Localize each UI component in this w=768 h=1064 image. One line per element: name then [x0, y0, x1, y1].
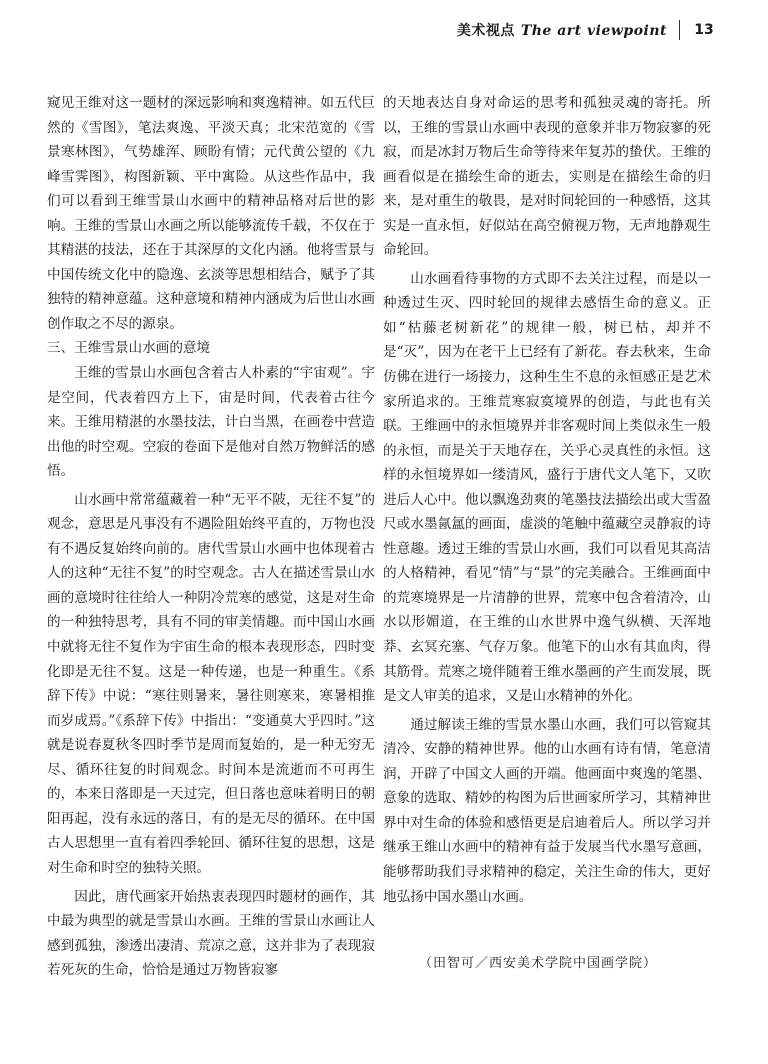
paragraph: 窥见王维对这一题材的深远影响和爽逸精神。如五代巨然的《雪图》，笔法爽逸、平淡天真；北宋范宽的《雪景寒林图》，气势雄浑、顾盼有情；元代黄公望的《九峰雪霁图》，构图新颖、平中寓险。从这些作品中，我们可以看到王维雪景山水画中的精神品格对后世的影响。王维的雪景山水画之所以能够流传千载，不仅在于其精湛的技法，还在于其深厚的文化内涵。他将雪景与中国传统文化中的隐逸、玄淡等思想相结合，赋予了其独特的精神意蕴。这种意境和精神内涵成为后世山水画创作取之不尽的源泉。 [47, 95, 375, 332]
header-section-cn: 美术视点 [456, 23, 515, 39]
left-column [47, 91, 375, 983]
author-credit: （田智可／西安美术学院中国画学院） [418, 956, 657, 971]
paragraph: 因此，唐代画家开始热衷表现四时题材的画作，其中最为典型的就是雪景山水画。王维的雪景山水画让人感到孤独，渗透出凄清、荒凉之意，这并非为了表现寂若死灰的生命，恰恰是通过万物皆寂寥 [47, 888, 375, 979]
right-column [383, 91, 711, 909]
paragraph: 的天地表达自身对命运的思考和孤独灵魂的寄托。所以，王维的雪景山水画中表现的意象并非万物寂寥的死寂，而是冰封万物后生命等待来年复苏的蛰伏。王维的画看似是在描绘生命的逝去，实则是在描绘生命的归来，是对重生的敬畏，是对时间轮回的一种感悟，这其实是一直永恒，好似站在高空俯视万物，无声地静观生命轮回。 [383, 95, 711, 259]
header-section-en: The art viewpoint [520, 23, 667, 39]
paragraph: 王维的雪景山水画包含着古人朴素的“宇宙观”。宇是空间，代表着四方上下，宙是时间，代表着古往今来。王维用精湛的水墨技法，计白当黑，在画卷中营造出他的时空观。空寂的卷面下是他对自然万物鲜活的感悟。 [47, 365, 375, 480]
header-section-title [457, 20, 680, 40]
paragraph: 山水画看待事物的方式即不去关注过程，而是以一种透过生灭、四时轮回的规律去感悟生命的意义。正如“枯藤老树新花”的规律一般，树已枯，却并不是“灭”，因为在老干上已经有了新花。春去秋来，生命仿佛在进行一场接力，这种生生不息的永恒感正是艺术家所追求的。王维荒寒寂寞境界的创造，与此也有关联。王维画中的永恒境界并非客观时间上类似永生一般的永恒，而是关于天地存在，关乎心灵真性的永恒。这样的永恒境界如一缕清风，盛行于唐代文人笔下，又吹进后人心中。他以飘逸劲爽的笔墨技法描绘出或大雪盈尺或水墨氤氲的画面，虚淡的笔触中蕴藏空灵静寂的诗性意趣。透过王维的雪景山水画，我们可以看见其高洁的人格精神，看见“情”与“景”的完美融合。王维画面中的荒寒境界是一片清静的世界，荒寒中包含着清冷，山水以形媚道，在王维的山水世界中逸气纵横、天浑地莽、玄冥充塞、气存万象。他笔下的山水有其血肉，得其筋骨。荒寒之境伴随着王维水墨画的产生而发展，既是文人审美的追求，又是山水精神的外化。 [383, 270, 711, 705]
page-number: 13 [694, 22, 714, 38]
running-header [457, 14, 728, 46]
paragraph: 通过解读王维的雪景水墨山水画，我们可以管窥其清冷、安静的精神世界。他的山水画有诗有情，笔意清润，开辟了中国文人画的开端。他画面中爽逸的笔墨、意象的选取、精妙的构图为后世画家所学习，其精神世界中对生命的体验和感悟更是启迪着后人。所以学习并继承王维山水画中的精神有益于发展当代水墨写意画，能够帮助我们寻求精神的稳定，关注生命的伟大，更好地弘扬中国水墨山水画。 [383, 716, 711, 905]
paragraph: 山水画中常常蕴藏着一种“无平不陂，无往不复”的观念，意思是凡事没有不遇险阻始终平直的，万物也没有不遇反复始终向前的。唐代雪景山水画中也体现着古人的这种“无往不复”的时空观念。古人在描述雪景山水画的意境时往往给人一种阴冷荒寒的感觉，这是对生命的一种独特思考，具有不同的审美情趣。而中国山水画中就将无往不复作为宇宙生命的根本表现形态，四时变化即是无往不复。这是一种传递，也是一种重生。《系辞下传》中说：“寒往则暑来，暑往则寒来，寒暑相推而岁成焉。”《系辞下传》中指出：“变通莫大乎四时。”这就是说春夏秋冬四时季节是周而复始的，是一种无穷无尽、循环往复的时间观念。时间本是流逝而不可再生的，本来日落即是一天过完，但日落也意味着明日的朝阳再起，没有永远的落日，有的是无尽的循环。在中国古人思想里一直有着四季轮回、循环往复的思想，这是对生命和时空的独特关照。 [47, 491, 375, 876]
section-heading: 三、王维雪景山水画的意境 [47, 340, 211, 357]
